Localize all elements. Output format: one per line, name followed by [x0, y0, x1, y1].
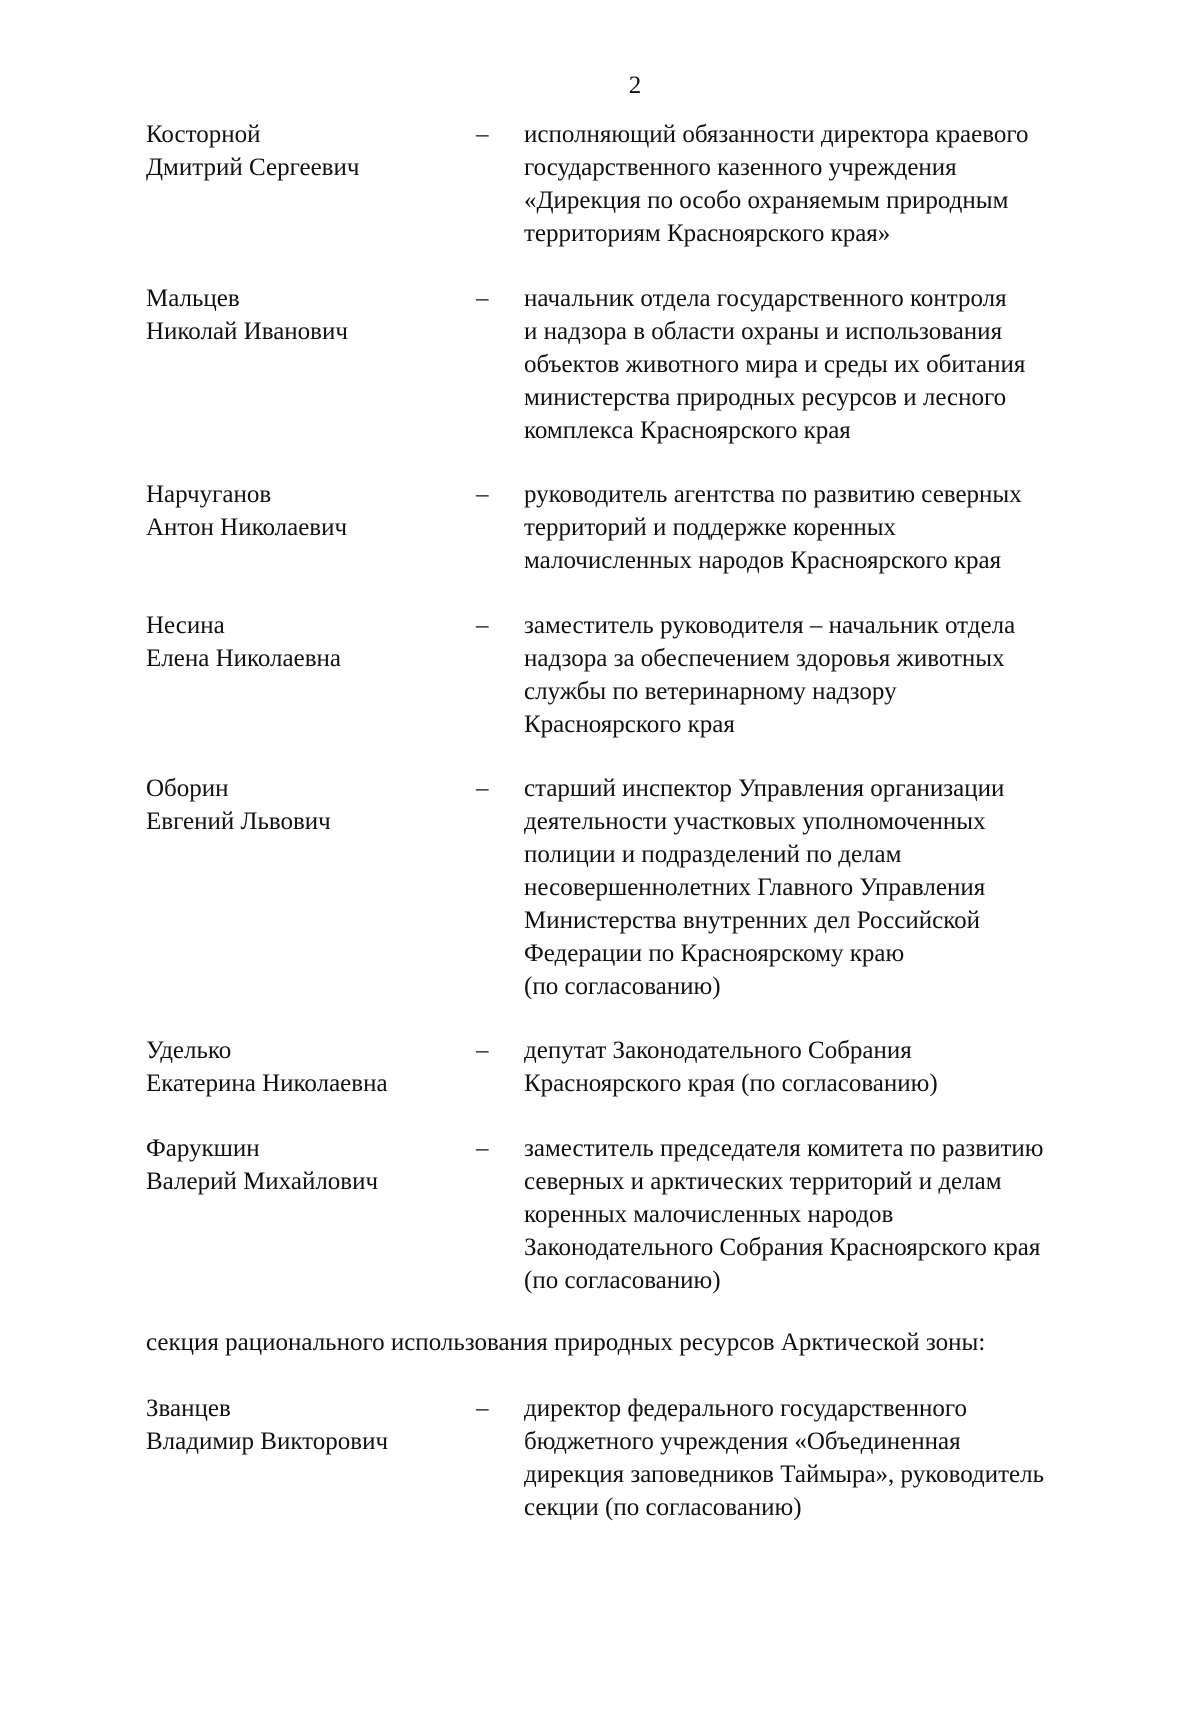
member-surname: Косторной — [146, 121, 261, 148]
member-given-names: Валерий Михайлович — [146, 1168, 379, 1195]
member-given-names: Владимир Викторович — [146, 1428, 389, 1455]
role-line: министерства природных ресурсов и лесного — [524, 384, 1007, 411]
role-line: деятельности участковых уполномоченных — [524, 808, 986, 835]
role-line: Министерства внутренних дел Российской — [524, 907, 980, 934]
role-line: директор федерального государственного — [524, 1395, 968, 1422]
role-line: Законодательного Собрания Красноярского края — [524, 1234, 1041, 1261]
role-line: несовершеннолетних Главного Управления — [524, 874, 986, 901]
role-line: заместитель председателя комитета по развитию — [524, 1135, 1044, 1162]
member-name — [146, 282, 466, 348]
member-given-names: Екатерина Николаевна — [146, 1070, 388, 1097]
role-line: бюджетного учреждения «Объединенная — [524, 1428, 961, 1455]
member-role — [524, 282, 1124, 447]
role-line: объектов животного мира и среды их обитания — [524, 351, 1026, 378]
member-surname: Уделько — [146, 1037, 232, 1064]
member-surname: Званцев — [146, 1395, 231, 1422]
role-line: (по согласованию) — [524, 1267, 721, 1294]
member-given-names: Дмитрий Сергеевич — [146, 154, 360, 181]
role-line: комплекса Красноярского края — [524, 417, 851, 444]
member-name — [146, 1392, 466, 1458]
member-role — [524, 478, 1124, 577]
role-line: руководитель агентства по развитию северных — [524, 481, 1022, 508]
member-dash: – — [476, 612, 489, 639]
member-role — [524, 609, 1124, 741]
role-line: секции (по согласованию) — [524, 1494, 802, 1521]
member-given-names: Антон Николаевич — [146, 514, 348, 541]
role-line: и надзора в области охраны и использования — [524, 318, 1003, 345]
member-dash: – — [476, 1395, 489, 1422]
role-line: старший инспектор Управления организации — [524, 775, 1005, 802]
member-name — [146, 772, 466, 838]
role-line: «Дирекция по особо охраняемым природным — [524, 187, 1009, 214]
role-line: территорий и поддержке коренных — [524, 514, 896, 541]
member-name — [146, 478, 466, 544]
role-line: территориям Красноярского края» — [524, 220, 891, 247]
member-role — [524, 1132, 1124, 1297]
page-number: 2 — [628, 72, 642, 99]
role-line: полиции и подразделений по делам — [524, 841, 902, 868]
section-heading: секция рационального использования природных ресурсов Арктической зоны: — [146, 1329, 986, 1356]
member-surname: Оборин — [146, 775, 229, 802]
member-dash: – — [476, 1037, 489, 1064]
role-line: депутат Законодательного Собрания — [524, 1037, 912, 1064]
role-line: службы по ветеринарному надзору — [524, 678, 897, 705]
member-name — [146, 1132, 466, 1198]
role-line: заместитель руководителя – начальник отдела — [524, 612, 1016, 639]
member-given-names: Николай Иванович — [146, 318, 348, 345]
member-surname: Фарукшин — [146, 1135, 260, 1162]
member-surname: Нарчуганов — [146, 481, 272, 508]
role-line: исполняющий обязанности директора краевого — [524, 121, 1029, 148]
member-dash: – — [476, 775, 489, 802]
role-line: начальник отдела государственного контроля — [524, 285, 1007, 312]
role-line: Федерации по Красноярскому краю — [524, 940, 905, 967]
member-surname: Мальцев — [146, 285, 240, 312]
member-role — [524, 772, 1124, 1003]
role-line: государственного казенного учреждения — [524, 154, 957, 181]
member-role — [524, 1392, 1124, 1524]
role-line: коренных малочисленных народов — [524, 1201, 894, 1228]
role-line: северных и арктических территорий и делам — [524, 1168, 1002, 1195]
member-dash: – — [476, 481, 489, 508]
member-surname: Несина — [146, 612, 225, 639]
member-role — [524, 1034, 1124, 1100]
role-line: надзора за обеспечением здоровья животных — [524, 645, 1005, 672]
member-name — [146, 118, 466, 184]
member-name — [146, 1034, 466, 1100]
member-role — [524, 118, 1124, 250]
role-line: дирекция заповедников Таймыра», руководитель — [524, 1461, 1044, 1488]
role-line: Красноярского края (по согласованию) — [524, 1070, 938, 1097]
member-name — [146, 609, 466, 675]
member-dash: – — [476, 285, 489, 312]
role-line: Красноярского края — [524, 711, 735, 738]
role-line: малочисленных народов Красноярского края — [524, 547, 1002, 574]
role-line: (по согласованию) — [524, 973, 721, 1000]
member-dash: – — [476, 1135, 489, 1162]
member-dash: – — [476, 121, 489, 148]
member-given-names: Евгений Львович — [146, 808, 331, 835]
member-given-names: Елена Николаевна — [146, 645, 341, 672]
